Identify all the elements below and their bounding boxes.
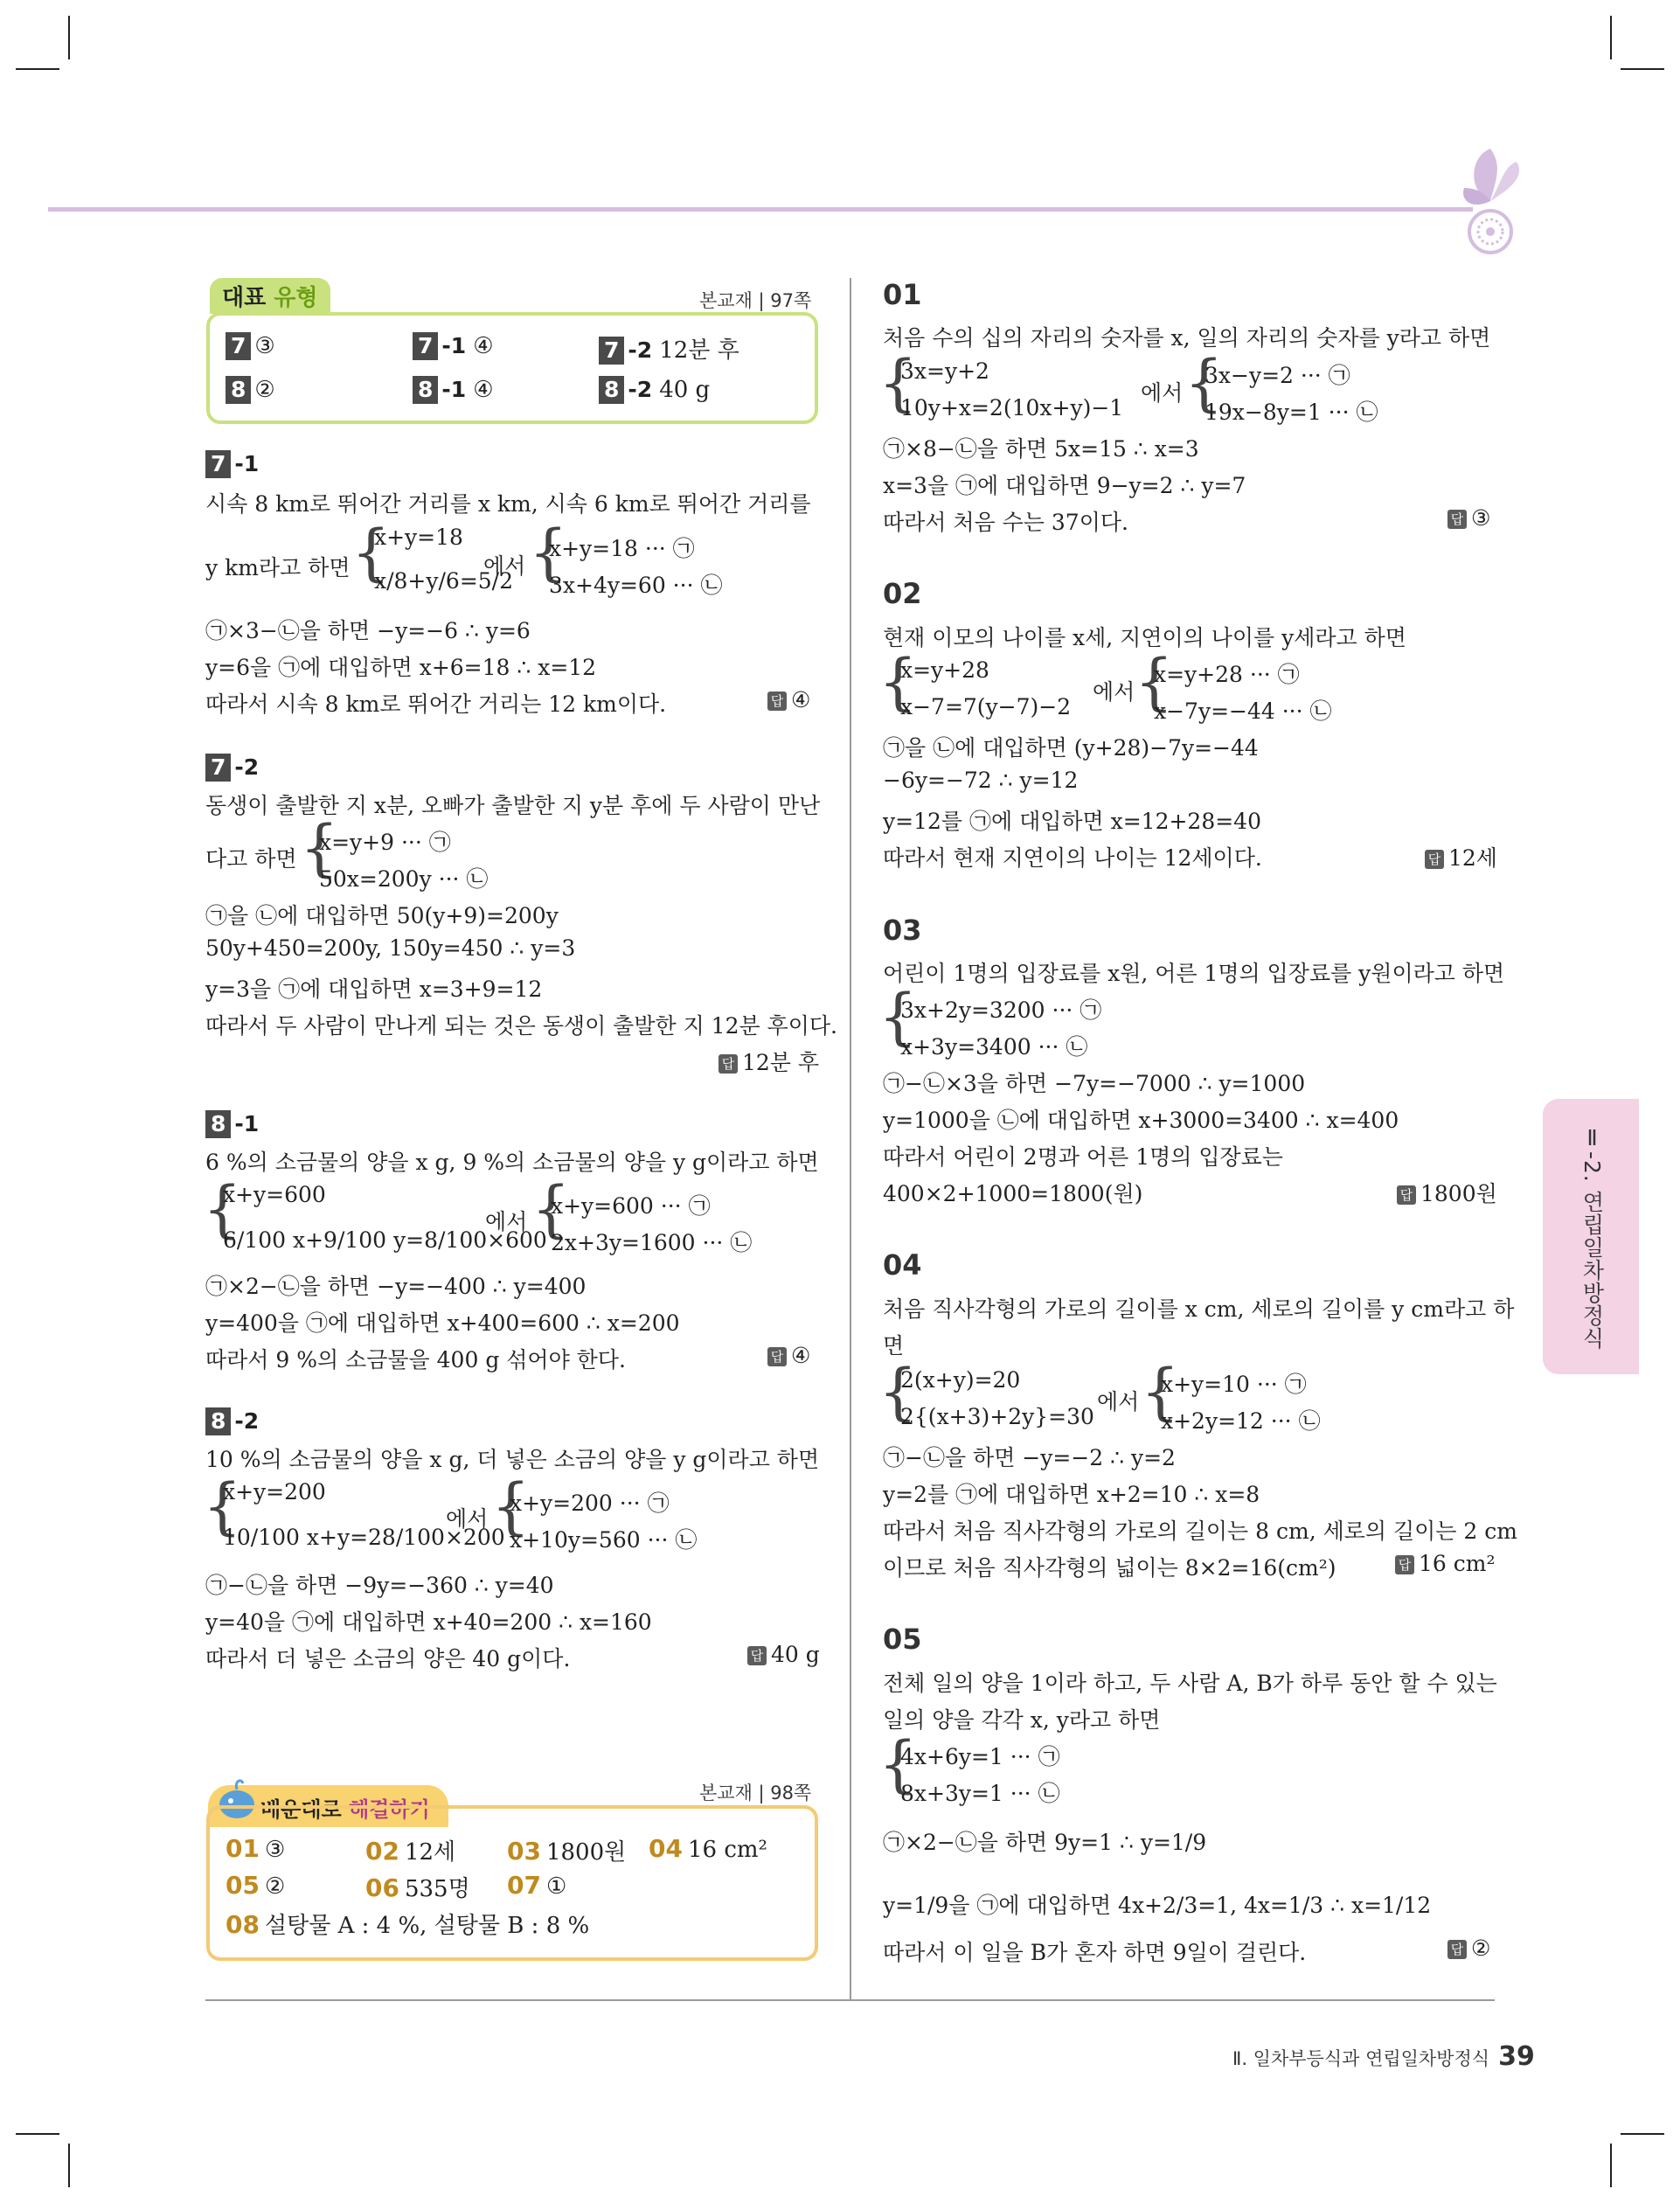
solution-line: 따라서 시속 8 km로 뛰어간 거리는 12 km이다.: [205, 691, 667, 717]
solution-line: ㉠−㉡을 하면 −y=−2 ∴ y=2: [883, 1445, 1176, 1470]
system-equation: x+y=10 ··· ㉠: [1161, 1372, 1307, 1397]
rep-answer-box: [206, 312, 818, 424]
brace: {: [878, 1728, 918, 1800]
question-number: 05: [883, 1623, 922, 1656]
solution-line: ㉠×2−㉡을 하면 9y=1 ∴ y=1/9: [883, 1830, 1207, 1855]
solution-line: 따라서 두 사람이 만나게 되는 것은 동생이 출발한 지 12분 후이다.: [205, 1013, 837, 1039]
system-equation: x+y=200 ··· ㉠: [510, 1491, 670, 1516]
system-equation: 3x=y+2: [900, 358, 989, 384]
solution-line: 면: [883, 1333, 905, 1359]
solution-line: 전체 일의 양을 1이라 하고, 두 사람 A, B가 하루 동안 할 수 있는: [883, 1671, 1497, 1696]
solution-line: y=1/9을 ㉠에 대입하면 4x+2/3=1, 4x=1/3 ∴ x=1/12: [883, 1893, 1432, 1918]
solution-line: 따라서 처음 수는 37이다.: [883, 510, 1128, 535]
question-number: 02: [883, 577, 922, 610]
rep-answer: 7 ③: [226, 332, 275, 360]
crop-mark: [1610, 2144, 1612, 2187]
crop-mark: [1621, 68, 1664, 70]
answer-mark-icon: 답: [747, 1646, 767, 1665]
answer-badge: 답 12분 후: [719, 1046, 819, 1077]
brace: {: [1184, 347, 1224, 419]
solution-line: 50y+450=200y, 150y=450 ∴ y=3: [205, 935, 576, 961]
solution-line: 에서: [446, 1506, 489, 1532]
brace: {: [351, 517, 391, 588]
question-number: 01: [883, 278, 922, 311]
problem-heading: 8 -1: [205, 1110, 266, 1138]
solution-line: 에서: [1141, 380, 1184, 406]
system-equation: x+2y=12 ··· ㉡: [1161, 1408, 1321, 1434]
solution-line: y=6을 ㉠에 대입하면 x+6=18 ∴ x=12: [205, 655, 597, 680]
solution-line: ㉠을 ㉡에 대입하면 50(y+9)=200y: [205, 903, 559, 928]
chapter-title: Ⅱ. 일차부등식과 연립일차방정식: [1232, 2048, 1490, 2069]
problem-heading: 7 -2: [205, 754, 266, 782]
system-equation: x/8+y/6=5/2: [374, 568, 514, 594]
solution-line: 따라서 이 일을 B가 혼자 하면 9일이 걸린다.: [883, 1940, 1307, 1965]
crop-mark: [68, 16, 70, 59]
system-equation: x=y+28 ··· ㉠: [1154, 662, 1300, 687]
solution-line: y km라고 하면: [205, 555, 351, 580]
crop-mark: [1610, 16, 1612, 59]
solution-line: −6y=−72 ∴ y=12: [883, 768, 1079, 793]
answer-badge: 답 ③: [1447, 505, 1490, 531]
answer-badge: 답 ④: [767, 1343, 810, 1368]
rep-answer: 8 -2 40 g: [599, 376, 710, 404]
system-equation: 10/100 x+y=28/100×200: [223, 1525, 505, 1550]
answer-badge: 답 12세: [1425, 841, 1497, 872]
answer-badge: 답 16 cm²: [1395, 1551, 1496, 1576]
crop-mark: [1621, 2133, 1664, 2135]
flower-ornament-icon: [1451, 140, 1530, 262]
answer-badge: 답 ②: [1447, 1935, 1490, 1961]
column-divider: [850, 278, 851, 2000]
rep-answer: 7 -2 12분 후: [599, 332, 739, 365]
brace: {: [878, 347, 918, 419]
system-equation: x+3y=3400 ··· ㉡: [900, 1034, 1088, 1060]
learned-answer: 02 12세: [365, 1837, 456, 1866]
system-equation: x+y=600 ··· ㉠: [551, 1193, 711, 1219]
brace: {: [878, 646, 918, 718]
solution-line: 처음 수의 십의 자리의 숫자를 x, 일의 자리의 숫자를 y라고 하면: [883, 325, 1491, 351]
solution-line: 6 %의 소금물의 양을 x g, 9 %의 소금물의 양을 y g이라고 하면: [205, 1150, 819, 1175]
solution-line: ㉠×8−㉡을 하면 5x=15 ∴ x=3: [883, 436, 1199, 462]
learned-reference: 본교재 | 98쪽: [699, 1783, 812, 1803]
system-equation: 3x+4y=60 ··· ㉡: [549, 573, 723, 598]
solution-line: 따라서 처음 직사각형의 가로의 길이는 8 cm, 세로의 길이는 2 cm: [883, 1518, 1517, 1544]
system-equation: 50x=200y ··· ㉡: [319, 866, 489, 892]
learned-answer: 07 ①: [507, 1871, 567, 1900]
solution-line: 10 %의 소금물의 양을 x g, 더 넣은 소금의 양을 y g이라고 하면: [205, 1447, 820, 1472]
brace: {: [1135, 646, 1174, 718]
system-equation: x−7y=−44 ··· ㉡: [1154, 698, 1332, 724]
problem-heading: 8 -2: [205, 1407, 266, 1435]
system-equation: 3x−y=2 ··· ㉠: [1204, 363, 1350, 388]
system-equation: x−7=7(y−7)−2: [900, 694, 1072, 719]
answer-badge: 답 40 g: [747, 1642, 820, 1667]
solution-line: ㉠−㉡×3을 하면 −7y=−7000 ∴ y=1000: [883, 1071, 1306, 1096]
crop-mark: [16, 2133, 59, 2135]
solution-line: 에서: [485, 1209, 528, 1234]
rep-answer: 8 ②: [226, 376, 275, 404]
system-equation: 3x+2y=3200 ··· ㉠: [900, 997, 1102, 1023]
solution-line: 에서: [1093, 679, 1135, 705]
system-equation: 10y+x=2(10x+y)−1: [900, 395, 1124, 420]
solution-line: 다고 하면: [205, 846, 297, 872]
system-equation: 2(x+y)=20: [900, 1367, 1021, 1393]
rep-reference: 본교재 | 97쪽: [699, 290, 812, 311]
answer-mark-icon: 답: [1397, 1185, 1416, 1205]
system-equation: x+y=200: [223, 1479, 326, 1505]
system-equation: x+y=18: [374, 525, 463, 550]
system-equation: 4x+6y=1 ··· ㉠: [900, 1744, 1060, 1769]
brace: {: [878, 1356, 918, 1428]
brace: {: [531, 1173, 571, 1245]
page-number: 39: [1498, 2041, 1535, 2072]
solution-line: 시속 8 km로 뛰어간 거리를 x km, 시속 6 km로 뛰어간 거리를: [205, 491, 811, 517]
solution-line: y=2를 ㉠에 대입하면 x+2=10 ∴ x=8: [883, 1482, 1260, 1507]
learned-title-pill: 배운대로 해결하기: [208, 1785, 448, 1827]
section-tab-label: Ⅱ-2. 연립일차방정식: [1579, 1125, 1605, 1350]
answer-mark-icon: 답: [1447, 510, 1467, 529]
learned-answer: 03 1800원: [507, 1837, 627, 1866]
question-number: 03: [883, 914, 922, 947]
system-equation: 19x−8y=1 ··· ㉡: [1204, 400, 1378, 425]
problem-heading: 7 -1: [205, 450, 266, 478]
answer-mark-icon: 답: [1425, 850, 1444, 869]
answer-mark-icon: 답: [767, 1347, 787, 1366]
brace: {: [529, 517, 568, 588]
solution-line: 이므로 처음 직사각형의 넓이는 8×2=16(cm²): [883, 1555, 1336, 1581]
system-equation: x=y+28: [900, 657, 989, 683]
solution-line: ㉠을 ㉡에 대입하면 (y+28)−7y=−44: [883, 735, 1259, 761]
system-equation: x+y=600: [223, 1182, 326, 1207]
system-equation: 2x+3y=1600 ··· ㉡: [551, 1230, 753, 1255]
system-equation: 8x+3y=1 ··· ㉡: [900, 1781, 1060, 1806]
solution-line: 에서: [1097, 1389, 1140, 1414]
solution-line: 어린이 1명의 입장료를 x원, 어른 1명의 입장료를 y원이라고 하면: [883, 961, 1505, 986]
question-number: 04: [883, 1248, 922, 1282]
solution-line: ㉠×2−㉡을 하면 −y=−400 ∴ y=400: [205, 1274, 587, 1299]
rep-answer: 8 -1 ④: [413, 376, 494, 404]
solution-line: ㉠−㉡을 하면 −9y=−360 ∴ y=40: [205, 1573, 554, 1598]
answer-mark-icon: 답: [719, 1054, 738, 1074]
solution-line: 따라서 더 넣은 소금의 양은 40 g이다.: [205, 1646, 571, 1671]
crop-mark: [16, 68, 59, 70]
solution-line: 따라서 어린이 2명과 어른 1명의 입장료는: [883, 1144, 1283, 1170]
section-side-tab: [1543, 1099, 1639, 1374]
header-rule: [48, 207, 1473, 212]
brace: {: [878, 981, 918, 1053]
solution-line: y=1000을 ㉡에 대입하면 x+3000=3400 ∴ x=400: [883, 1108, 1399, 1133]
learned-answer: 05 ②: [226, 1871, 286, 1900]
solution-line: y=400을 ㉠에 대입하면 x+400=600 ∴ x=200: [205, 1310, 680, 1336]
solution-line: 따라서 9 %의 소금물을 400 g 섞어야 한다.: [205, 1347, 626, 1373]
footer-rule: [205, 1999, 1495, 2001]
learned-answer: 08 설탕물 A : 4 %, 설탕물 B : 8 %: [226, 1910, 590, 1939]
answer-mark-icon: 답: [1447, 1940, 1467, 1959]
solution-line: 현재 이모의 나이를 x세, 지연이의 나이를 y세라고 하면: [883, 625, 1406, 650]
solution-line: 동생이 출발한 지 x분, 오빠가 출발한 지 y분 후에 두 사람이 만난: [205, 793, 821, 818]
solution-line: 따라서 현재 지연이의 나이는 12세이다.: [883, 845, 1262, 871]
solution-line: 처음 직사각형의 가로의 길이를 x cm, 세로의 길이를 y cm라고 하: [883, 1296, 1515, 1322]
learned-answer: 04 16 cm²: [649, 1834, 767, 1863]
page-footer: [1232, 2041, 1535, 2072]
brace: {: [300, 812, 339, 884]
system-equation: 6/100 x+9/100 y=8/100×600: [223, 1227, 547, 1253]
brace: {: [491, 1470, 531, 1542]
solution-line: y=12를 ㉠에 대입하면 x=12+28=40: [883, 809, 1261, 834]
solution-line: y=40을 ㉠에 대입하면 x+40=200 ∴ x=160: [205, 1609, 652, 1635]
crop-mark: [68, 2144, 70, 2187]
brace: {: [203, 1470, 242, 1542]
answer-mark-icon: 답: [1395, 1555, 1414, 1574]
answer-mark-icon: 답: [767, 691, 787, 711]
system-equation: x+y=18 ··· ㉠: [549, 536, 695, 561]
system-equation: x=y+9 ··· ㉠: [319, 830, 451, 855]
system-equation: 2{(x+3)+2y}=30: [900, 1404, 1094, 1429]
rep-answer: 7 -1 ④: [413, 332, 494, 360]
solution-line: 에서: [483, 553, 526, 579]
answer-badge: 답 1800원: [1397, 1177, 1497, 1208]
solution-line: 400×2+1000=1800(원): [883, 1181, 1143, 1206]
brace: {: [1141, 1356, 1180, 1428]
solution-line: x=3을 ㉠에 대입하면 9−y=2 ∴ y=7: [883, 473, 1246, 498]
learned-answer: 06 535명: [365, 1873, 470, 1902]
system-equation: x+10y=560 ··· ㉡: [510, 1527, 698, 1553]
learned-answer: 01 ③: [226, 1834, 286, 1863]
brace: {: [203, 1173, 242, 1245]
solution-line: ㉠×3−㉡을 하면 −y=−6 ∴ y=6: [205, 618, 531, 643]
answer-badge: 답 ④: [767, 687, 810, 712]
solution-line: 일의 양을 각각 x, y라고 하면: [883, 1707, 1161, 1733]
solution-line: y=3을 ㉠에 대입하면 x=3+9=12: [205, 976, 543, 1002]
rep-title-pill: 대표 유형: [210, 278, 330, 314]
